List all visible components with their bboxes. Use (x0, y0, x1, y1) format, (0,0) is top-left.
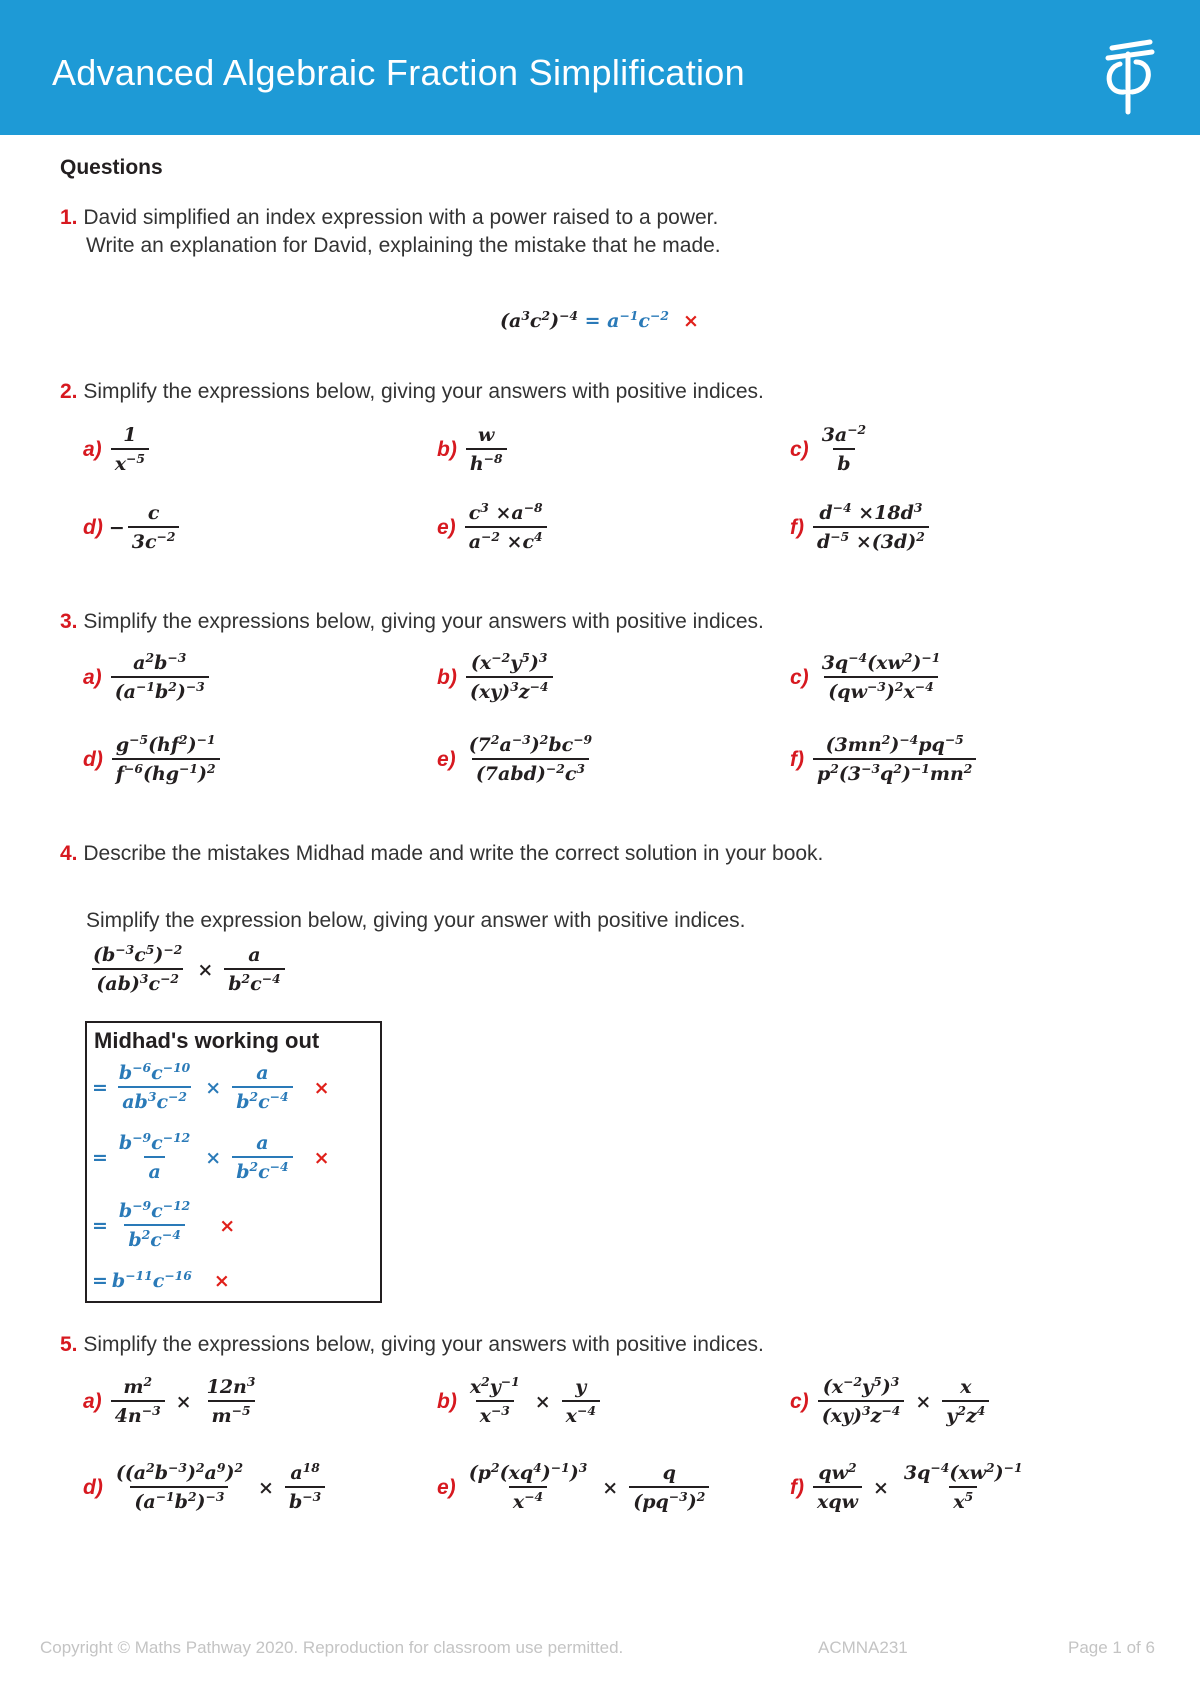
q5-part-f: f) $\frac{qw^2}{\text{xqw}}$ × $\frac{3q^{-4}(xw^2)^{-1}}{x^5}$ (790, 1460, 1023, 1513)
q4-expression: $\frac{(b^{-3}c^5)^{-2}}{(ab)^3c^{-2}}$ × $\frac{a}{b^2c^{-4}}$ (86, 944, 288, 995)
question-number: 5. (60, 1333, 78, 1356)
question-1 (60, 204, 721, 260)
part-label: e) (437, 747, 456, 771)
q2-part-d: d) − $\frac{c}{3c^{-2}}$ (83, 502, 182, 553)
part-label: b) (437, 665, 457, 689)
question-number: 1. (60, 206, 78, 229)
working-out-title: Midhad's working out (94, 1028, 320, 1053)
part-label: a) (83, 1389, 102, 1413)
cross-mark: × (313, 1076, 330, 1099)
minus-sign: − (108, 516, 125, 539)
question-2 (60, 378, 764, 406)
part-label: b) (437, 1389, 457, 1413)
part-label: b) (437, 437, 457, 461)
equals-sign: = (92, 1076, 108, 1099)
cross-mark: × (313, 1146, 330, 1169)
times-sign: × (197, 958, 214, 981)
question-5 (60, 1331, 764, 1359)
footer-page-number: Page 1 of 6 (1068, 1638, 1155, 1657)
part-label: c) (790, 665, 809, 689)
part-label: f) (790, 747, 804, 771)
working-step-2: = $\frac{b^{-9}c^{-12}}{a}$ × $\frac{a}{b^2c^{-4}}$ × (92, 1130, 330, 1183)
question-text: Simplify the expressions below, giving your answers with positive indices. (83, 380, 764, 403)
times-sign: × (258, 1476, 274, 1499)
question-3 (60, 608, 764, 636)
equals-sign: = (92, 1214, 108, 1237)
cross-mark: × (213, 1270, 230, 1292)
part-label: a) (83, 437, 102, 461)
part-label: d) (83, 515, 103, 539)
question-text: Simplify the expressions below, giving your answers with positive indices. (83, 610, 764, 633)
footer-code: ACMNA231 (818, 1638, 908, 1657)
q5-part-d: d) $\frac{((a^2b^{-3})^2a^9)^2}{(a^{-1}b^2)^{-3}}$ × $\frac{a^{18}}{b^{-3}}$ (83, 1462, 328, 1513)
q5-part-b: b) $\frac{x^2y^{-1}}{x^{-3}}$ × $\frac{y}{x^{-4}}$ (437, 1376, 603, 1427)
section-heading: Questions (60, 156, 163, 179)
q3-part-d: d) $\frac{g^{-5}(hf^2)^{-1}}{f^{-6}(hg^{-1})^2}$ (83, 734, 223, 785)
times-sign: × (534, 1390, 551, 1413)
times-sign: × (205, 1076, 222, 1099)
q5-part-a: a) $\frac{m^2}{4n^{-3}}$ × $\frac{12n^3}{m^{-5}}$ (83, 1374, 256, 1427)
page-title: Advanced Algebraic Fraction Simplification (52, 52, 745, 93)
working-step-4: = $b^{-11}c^{-16}$ × (92, 1268, 230, 1292)
q5-part-c: c) $\frac{(x^{-2}y^5)^3}{(xy)^3z^{-4}}$ × $\frac{x}{y^2z^4}$ (790, 1376, 992, 1427)
working-step-1: = $\frac{b^{-6}c^{-10}}{ab^3c^{-2}}$ × $\frac{a}{b^2c^{-4}}$ × (92, 1060, 330, 1113)
times-sign: × (205, 1146, 222, 1169)
footer-copyright: Copyright © Maths Pathway 2020. Reproduction for classroom use permitted. (40, 1638, 624, 1657)
question-text: David simplified an index expression with a power raised to a power. (83, 206, 719, 229)
q3-part-c: c) $\frac{3q^{-4}(xw^2)^{-1}}{(qw^{-3})^2x^{-4}}$ (790, 650, 941, 703)
q3-part-a: a) $\frac{a^2b^{-3}}{(a^{-1}b^2)^{-3}}$ (83, 652, 212, 703)
times-sign: × (175, 1390, 192, 1413)
question-text-line2: Write an explanation for David, explaining the mistake that he made. (86, 234, 721, 257)
part-label: c) (790, 437, 809, 461)
equals-sign: = (92, 1270, 108, 1292)
q3-part-b: b) $\frac{(x^{-2}y^5)^3}{(xy)^3z^{-4}}$ (437, 652, 556, 703)
question-4 (60, 840, 823, 868)
q3-part-f: f) $\frac{(3mn^2)^{-4}pq^{-5}}{p^2(3^{-3}q^2)^{-1}mn^2}$ (790, 734, 979, 785)
part-label: f) (790, 515, 804, 539)
cross-mark: × (219, 1214, 236, 1237)
part-label: d) (83, 747, 103, 771)
q2-part-a: a) $\frac{1}{x^{-5}}$ (83, 424, 152, 475)
times-sign: × (872, 1476, 889, 1499)
q2-part-c: c) $\frac{3a^{-2}}{b}$ (790, 422, 867, 475)
question-number: 2. (60, 380, 78, 403)
q2-part-f: f) $\frac{d^{-4} \times 18d^3}{d^{-5} \times(3d)^2}$ (790, 502, 932, 553)
question-text: Describe the mistakes Midhad made and write the correct solution in your book. (83, 842, 824, 865)
q1-expression: $(a^3c^2)^{-4}$ = $a^{-1}c^{-2}$ × (500, 308, 699, 332)
maths-pathway-logo-icon (1098, 38, 1158, 116)
part-label: e) (437, 1475, 456, 1499)
times-sign: × (602, 1476, 619, 1499)
q5-part-e: e) $\frac{(p^2(xq^4)^{-1})^3}{x^{-4}}$ × $\frac{q}{(pq^{-3})^2}$ (437, 1462, 712, 1513)
question-4-sub: Simplify the expression below, giving your answer with positive indices. (86, 909, 746, 932)
working-step-3: = $\frac{b^{-9}c^{-12}}{b^2c^{-4}}$ × (92, 1198, 236, 1251)
q2-part-e: e) $\frac{c^3 \times a^{-8}}{a^{-2} \times c^4}$ (437, 502, 550, 553)
equals-sign: = (92, 1146, 108, 1169)
part-label: c) (790, 1389, 809, 1413)
times-sign: × (915, 1390, 932, 1413)
question-text: Simplify the expressions below, giving your answers with positive indices. (83, 1333, 764, 1356)
part-label: f) (790, 1475, 804, 1499)
part-label: d) (83, 1475, 103, 1499)
part-label: a) (83, 665, 102, 689)
part-label: e) (437, 515, 456, 539)
page-header (0, 0, 1200, 135)
q3-part-e: e) $\frac{(7^2a^{-3})^2bc^{-9}}{(7abd)^{-2}c^3}$ (437, 732, 593, 785)
question-number: 4. (60, 842, 78, 865)
question-number: 3. (60, 610, 78, 633)
q2-part-b: b) $\frac{w}{h^{-8}}$ (437, 424, 510, 475)
cross-mark: × (682, 310, 699, 332)
